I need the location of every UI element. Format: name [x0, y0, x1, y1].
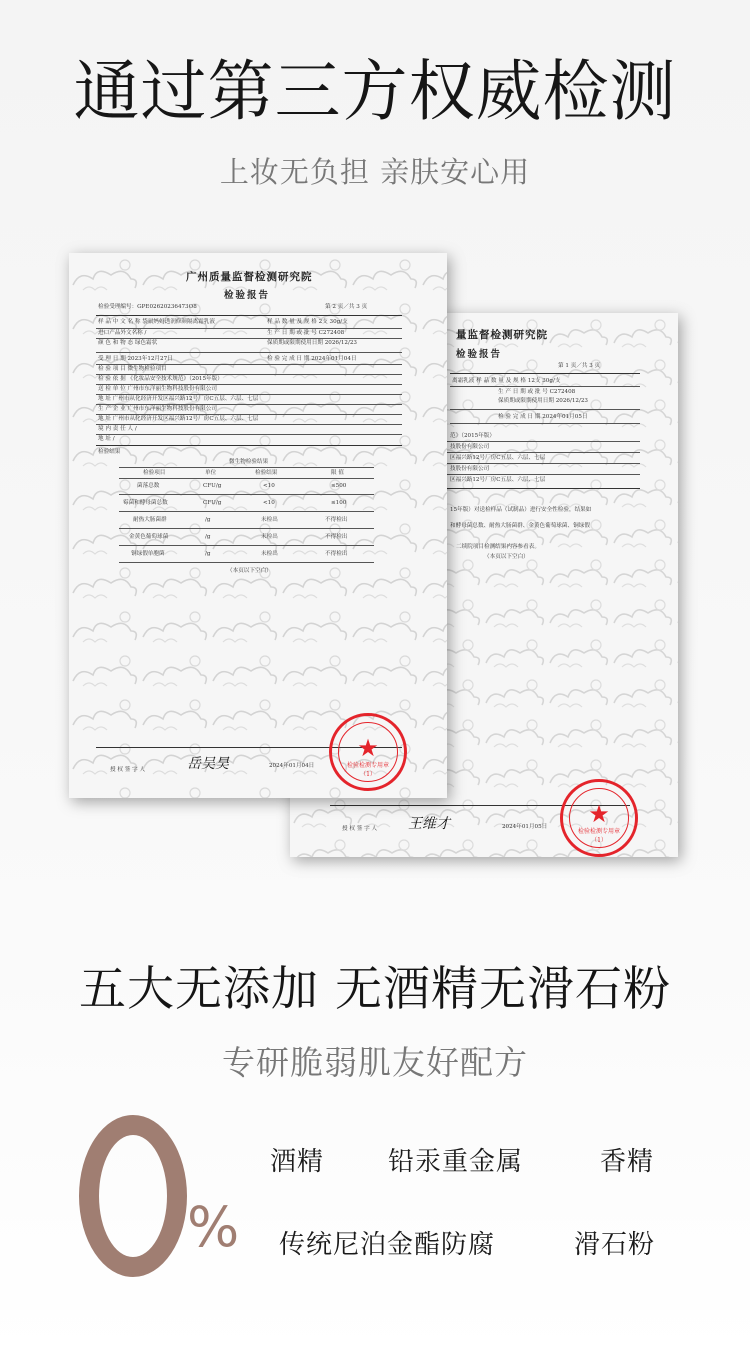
- info-row: 颜 色 和 物 态 绿色霜状: [98, 340, 158, 346]
- report-org-name: 量监督检测研究院: [456, 329, 548, 341]
- table-cell: ≤100: [331, 500, 347, 506]
- table-cell: CFU/g: [203, 483, 222, 489]
- ingredient-heavy-metals: 铅汞重金属: [388, 1147, 524, 1177]
- info-row: 送 检 单 位 广州市东洋丽生物科技股份有限公司: [98, 386, 217, 392]
- info-row: 区福兴路12号厂房C五层、六层、七层: [450, 477, 546, 483]
- rule: [96, 315, 402, 316]
- rule: [96, 352, 402, 353]
- report-title: 检验报告: [456, 349, 503, 360]
- section-subheading: 专研脆弱肌友好配方: [222, 1043, 528, 1082]
- info-row: 样 品 数 量 及 规 格 2支 30g/支: [267, 319, 348, 325]
- rule: [446, 463, 640, 464]
- rule: [96, 328, 402, 329]
- table-cell: <10: [263, 483, 275, 489]
- info-row: 生 产 日 期 或 批 号 C272408: [498, 389, 576, 395]
- table-header: 检验结果: [255, 470, 278, 476]
- conclusion-text: 15年版）对送检样品（试制品）进行安全性检验，结果如: [450, 507, 592, 513]
- table-cell: /g: [205, 517, 211, 523]
- rule: [96, 404, 402, 405]
- ingredient-paraben: 传统尼泊金酯防腐: [279, 1230, 496, 1260]
- table-cell: 耐热大肠菌群: [133, 517, 167, 523]
- page-number: 第 1 页／共 3 页: [558, 363, 601, 369]
- rule: [96, 364, 402, 365]
- rule: [446, 452, 640, 453]
- info-row: 保质期或限期使用日期 2026/12/23: [267, 340, 357, 346]
- table-header: 单位: [205, 470, 217, 476]
- table-cell: /g: [205, 551, 211, 557]
- info-row: 样 品 中 文 名 称 袋鼠妈妈透润修颜隔离霜乳液: [98, 319, 215, 325]
- info-row: 保质期或限期使用日期 2026/12/23: [498, 398, 588, 404]
- rule: [450, 409, 640, 410]
- signer-label: 授 权 签 字 人: [110, 767, 146, 773]
- info-row: 技股份有限公司: [450, 444, 490, 450]
- info-row: 生 产 企 业 广州市东洋丽生物科技股份有限公司: [98, 406, 217, 412]
- signature: 王维才: [408, 816, 450, 832]
- info-row: 范》（2015年版）: [450, 433, 495, 439]
- info-row: 检 验 依 据 《化妆品安全技术规范》（2015年版）: [98, 376, 223, 382]
- rule: [446, 488, 640, 489]
- official-seal: [329, 713, 407, 791]
- info-row: 受 理 日 期 2023年12月27日: [98, 356, 173, 362]
- report-document-page2: [69, 253, 447, 798]
- table-cell: CFU/g: [203, 500, 222, 506]
- table-cell: 未检出: [261, 551, 278, 557]
- table-header: 限 值: [331, 470, 344, 476]
- table-rule: [119, 511, 374, 512]
- report-org-name: 广州质量监督检测研究院: [186, 271, 313, 283]
- rule: [446, 441, 640, 442]
- table-cell: 不得检出: [325, 517, 348, 523]
- rule: [96, 424, 402, 425]
- info-row: 地 址 /: [98, 436, 115, 442]
- table-cell: 霉菌和酵母菌总数: [123, 500, 168, 506]
- percent-sign: %: [187, 1195, 240, 1259]
- note-text: 二续院项目检测结果内容参看表。: [456, 544, 540, 550]
- page-subtitle: 上妆无负担 亲肤安心用: [219, 155, 531, 189]
- rule: [96, 394, 402, 395]
- table-rule: [119, 528, 374, 529]
- signer-label: 授 权 签 字 人: [342, 826, 378, 832]
- rule: [96, 434, 402, 435]
- table-cell: 不得检出: [325, 551, 348, 557]
- conclusion-text: 和酵母菌总数、耐热大肠菌群、金黄色葡萄球菌、铜绿假: [450, 523, 590, 529]
- table-cell: ≤500: [331, 483, 347, 489]
- sign-date: 2024年01月04日: [269, 763, 315, 769]
- table-cell: 不得检出: [325, 534, 348, 540]
- acceptance-number: 检验受理编号：GPE02620236473O8: [98, 304, 197, 310]
- table-cell: 未检出: [261, 534, 278, 540]
- sign-date: 2024年01月05日: [502, 824, 548, 830]
- table-title: 微生物检验结果: [229, 459, 269, 465]
- info-row: 区福兴路12号厂房C五层、六层、七层: [450, 455, 546, 461]
- info-row: 地 址 广州市从化经济开发区福兴路12号厂房C五层、六层、七层: [98, 416, 259, 422]
- table-cell: /g: [205, 534, 211, 540]
- rule: [96, 338, 402, 339]
- star-icon: ★: [357, 734, 379, 762]
- rule: [450, 373, 640, 374]
- seal-text: 检验检测专用章: [346, 762, 389, 769]
- star-icon: ★: [588, 800, 610, 828]
- seal-text: 检验检测专用章: [577, 828, 620, 835]
- info-row: 进口产品外文名称 /: [98, 330, 147, 336]
- table-cell: 菌落总数: [137, 483, 160, 489]
- ingredient-alcohol: 酒精: [270, 1147, 325, 1177]
- rule: [96, 384, 402, 385]
- table-rule: [119, 562, 374, 563]
- rule: [96, 374, 402, 375]
- rule: [446, 474, 640, 475]
- zero-numeral: [79, 1115, 187, 1277]
- rule: [96, 414, 402, 415]
- info-row: 检 验 项 目 微生物检验项目: [98, 366, 167, 372]
- rule: [450, 423, 640, 424]
- info-row: 检 验 完 成 日 期 2024年01月04日: [267, 356, 357, 362]
- info-row: 境 内 责 任 人 /: [98, 426, 137, 432]
- table-rule: [119, 467, 374, 468]
- table-rule: [119, 545, 374, 546]
- page-number: 第 2 页／共 3 页: [325, 304, 368, 310]
- seal-number: （1）: [360, 771, 376, 778]
- info-row: 地 址 广州市从化经济开发区福兴路12号厂房C五层、六层、七层: [98, 396, 259, 402]
- blank-note: （本页以下空白）: [227, 568, 272, 574]
- ingredient-fragrance: 香精: [600, 1147, 655, 1177]
- table-rule: [119, 494, 374, 495]
- blank-note: （本页以下空白）: [484, 554, 529, 560]
- page-title: 通过第三方权威检测: [73, 53, 677, 130]
- table-rule: [119, 478, 374, 479]
- info-row: 生 产 日 期 或 批 号 C272408: [267, 330, 345, 336]
- info-row: 离霜乳液 样 品 数 量 及 规 格 12支 30g/支: [452, 378, 561, 384]
- table-header: 检验项目: [143, 470, 166, 476]
- official-seal: [560, 779, 638, 857]
- table-cell: 金黄色葡萄球菌: [129, 534, 169, 540]
- signature: 岳吴昊: [187, 756, 229, 772]
- section-heading: 五大无添加 无酒精无滑石粉: [79, 962, 671, 1017]
- report-title: 检验报告: [224, 290, 271, 301]
- seal-number: （1）: [591, 837, 607, 844]
- info-row: 技股份有限公司: [450, 466, 490, 472]
- table-cell: <10: [263, 500, 275, 506]
- info-row: 检 验 完 成 日 期 2024年01月05日: [498, 414, 588, 420]
- rule: [450, 386, 640, 387]
- ingredient-talc: 滑石粉: [574, 1230, 656, 1260]
- table-cell: 铜绿假单胞菌: [131, 551, 165, 557]
- table-cell: 未检出: [261, 517, 278, 523]
- rule: [96, 445, 402, 446]
- results-label: 检验结果: [98, 449, 121, 455]
